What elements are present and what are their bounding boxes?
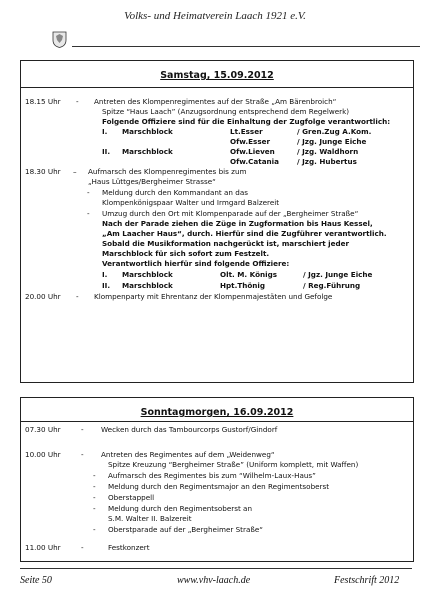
schedule-text: Klompenkönigspaar Walter und Irmgard Balzereit — [102, 198, 280, 207]
dash: - — [81, 450, 84, 459]
dash: - — [81, 543, 84, 552]
saturday-schedule-box — [20, 60, 414, 383]
page-number: Seite 50 — [20, 575, 52, 586]
schedule-text: Meldung durch den Regimentsoberst an — [108, 504, 253, 513]
sunday-title: Sonntagmorgen, 16.09.2012 — [140, 407, 294, 418]
officer-name: Hpt.Thönig — [220, 281, 266, 290]
schedule-text: Spitze Kreuzung “Bergheimer Straße” (Uniform komplett, mit Waffen) — [108, 460, 359, 469]
time-label: 11.00 Uhr — [25, 543, 61, 552]
schedule-text: Umzug durch den Ort mit Klompenparade auf der „Bergheimer Straße“ — [102, 209, 359, 218]
publication-name: Festschrift 2012 — [334, 575, 400, 586]
time-label: 10.00 Uhr — [25, 450, 61, 459]
group-name: / Jzg. Hubertus — [297, 157, 357, 166]
schedule-text: Meldung durch den Kommandant an das — [102, 188, 248, 197]
schedule-text: „Haus Lüttges/Bergheimer Strasse“ — [88, 177, 216, 186]
saturday-title: Samstag, 15.09.2012 — [160, 70, 274, 81]
dash: - — [81, 425, 84, 434]
block-label: Marschblock — [122, 270, 173, 279]
saturday-title-rule — [21, 87, 413, 88]
block-number: II. — [102, 281, 111, 290]
dash: - — [93, 482, 96, 491]
schedule-text: Folgende Offiziere sind für die Einhaltung der Zugfolge verantwortlich: — [102, 117, 391, 126]
time-label: 07.30 Uhr — [25, 425, 61, 434]
dash: - — [93, 504, 96, 513]
schedule-text: Festkonzert — [108, 543, 150, 552]
time-label: 18.30 Uhr — [25, 167, 61, 176]
schedule-text: „Am Laacher Haus“, durch. Hierfür sind die Zugführer verantwortlich. — [102, 229, 387, 238]
sunday-title-rule — [21, 421, 413, 422]
schedule-text: Marschblock für sich sofort zum Festzelt. — [102, 249, 270, 258]
officer-name: Ofw.Lieven — [230, 147, 275, 156]
dash: - — [87, 209, 90, 218]
time-label: 18.15 Uhr — [25, 97, 61, 106]
schedule-text: Aufmarsch des Regimentes bis zum “Wilhelm-Laux-Haus” — [108, 471, 316, 480]
schedule-text: Antreten des Klompenregimentes auf der Straße „Am Bärenbroich“ — [94, 97, 337, 106]
schedule-text: Antreten des Regimentes auf dem „Weidenweg“ — [101, 450, 275, 459]
group-name: / Jzg. Waldhorn — [297, 147, 359, 156]
group-name: / Gren.Zug A.Kom. — [297, 127, 372, 136]
schedule-text: Oberstparade auf der „Bergheimer Straße“ — [108, 525, 264, 534]
schedule-text: Aufmarsch des Klompenregimentes bis zum — [88, 167, 247, 176]
dash: - — [76, 97, 79, 106]
group-name: / Jgz. Junge Eiche — [303, 270, 373, 279]
coat-of-arms-logo — [52, 31, 67, 48]
block-label: Marschblock — [122, 147, 173, 156]
schedule-text: S.M. Walter II. Balzereit — [108, 514, 192, 523]
schedule-text: Wecken durch das Tambourcorps Gustorf/Gindorf — [101, 425, 278, 434]
schedule-text: Verantwortlich hierfür sind folgende Offiziere: — [102, 259, 290, 268]
schedule-text: Klompenparty mit Ehrentanz der Klompenmajestäten und Gefolge — [94, 292, 333, 301]
footer-rule — [20, 568, 412, 569]
block-number: II. — [102, 147, 111, 156]
block-number: I. — [102, 270, 108, 279]
time-label: 20.00 Uhr — [25, 292, 61, 301]
block-label: Marschblock — [122, 281, 173, 290]
sunday-schedule-box — [20, 397, 414, 562]
officer-name: Lt.Esser — [230, 127, 263, 136]
schedule-text: Nach der Parade ziehen die Züge in Zugformation bis Haus Kessel, — [102, 219, 373, 228]
group-name: / Jzg. Junge Eiche — [297, 137, 367, 146]
schedule-text: Sobald die Musikformation nachgerückt ist, marschiert jeder — [102, 239, 350, 248]
group-name: / Reg.Führung — [303, 281, 361, 290]
block-label: Marschblock — [122, 127, 173, 136]
dash: - — [93, 525, 96, 534]
officer-name: Olt. M. Königs — [220, 270, 278, 279]
dash: - — [93, 493, 96, 502]
schedule-text: Spitze “Haus Laach” (Anzugsordnung entsprechend dem Regelwerk) — [102, 107, 350, 116]
block-number: I. — [102, 127, 108, 136]
schedule-text: Meldung durch den Regimentsmajor an den Regimentsoberst — [108, 482, 330, 491]
officer-name: Ofw.Esser — [230, 137, 271, 146]
header-title: Volks- und Heimatverein Laach 1921 e.V. — [124, 10, 306, 22]
dash: - — [76, 292, 79, 301]
footer-url: www.vhv-laach.de — [177, 575, 251, 586]
dash: - — [87, 188, 90, 197]
header-rule — [72, 46, 420, 47]
officer-name: Ofw.Catania — [230, 157, 279, 166]
schedule-text: Oberstappell — [108, 493, 155, 502]
dash: - — [93, 471, 96, 480]
dash: – — [73, 167, 77, 176]
